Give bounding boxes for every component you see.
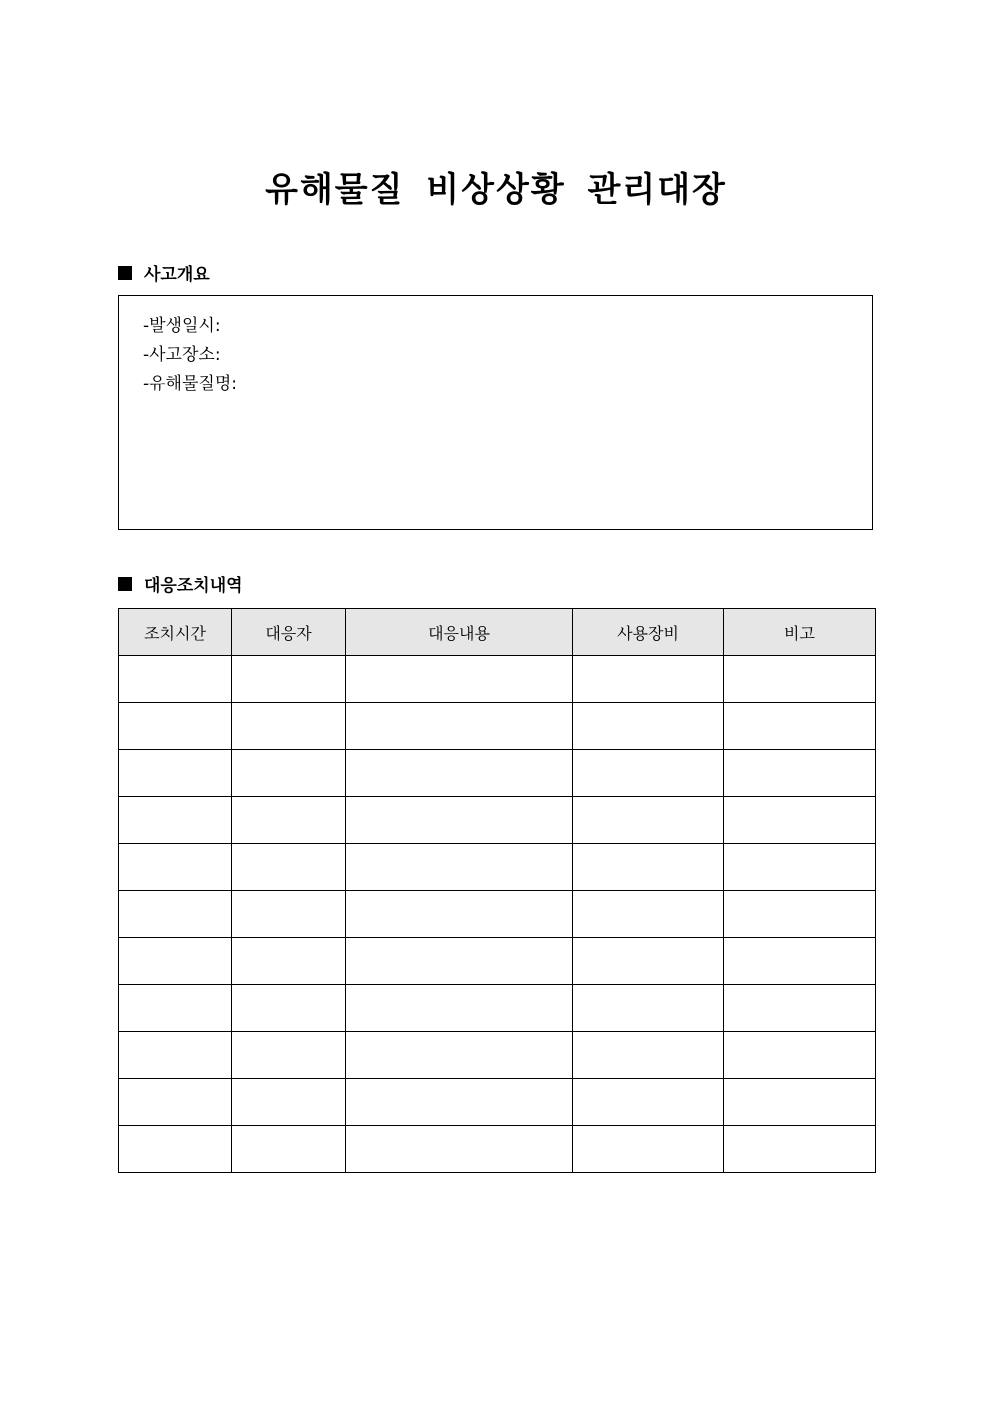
cell-responder[interactable] bbox=[232, 656, 346, 703]
cell-response-details[interactable] bbox=[346, 703, 573, 750]
cell-responder[interactable] bbox=[232, 891, 346, 938]
cell-action-time[interactable] bbox=[119, 656, 232, 703]
cell-response-details[interactable] bbox=[346, 1032, 573, 1079]
cell-equipment-used[interactable] bbox=[573, 797, 724, 844]
cell-action-time[interactable] bbox=[119, 703, 232, 750]
overview-heading-label: 사고개요 bbox=[144, 265, 210, 285]
cell-remarks[interactable] bbox=[724, 1079, 876, 1126]
cell-action-time[interactable] bbox=[119, 844, 232, 891]
cell-responder[interactable] bbox=[232, 844, 346, 891]
column-header-action-time: 조치시간 bbox=[119, 609, 232, 656]
cell-remarks[interactable] bbox=[724, 1032, 876, 1079]
cell-remarks[interactable] bbox=[724, 938, 876, 985]
cell-action-time[interactable] bbox=[119, 1032, 232, 1079]
response-table bbox=[118, 608, 876, 1173]
cell-remarks[interactable] bbox=[724, 985, 876, 1032]
cell-equipment-used[interactable] bbox=[573, 844, 724, 891]
table-header-row bbox=[119, 609, 876, 656]
cell-response-details[interactable] bbox=[346, 1079, 573, 1126]
cell-response-details[interactable] bbox=[346, 985, 573, 1032]
table-row bbox=[119, 750, 876, 797]
response-section-heading bbox=[118, 571, 243, 596]
cell-equipment-used[interactable] bbox=[573, 938, 724, 985]
response-heading-label: 대응조치내역 bbox=[144, 576, 243, 596]
cell-remarks[interactable] bbox=[724, 797, 876, 844]
table-row bbox=[119, 656, 876, 703]
cell-action-time[interactable] bbox=[119, 891, 232, 938]
table-row bbox=[119, 1079, 876, 1126]
table-row bbox=[119, 985, 876, 1032]
cell-remarks[interactable] bbox=[724, 1126, 876, 1173]
cell-responder[interactable] bbox=[232, 703, 346, 750]
cell-remarks[interactable] bbox=[724, 891, 876, 938]
cell-response-details[interactable] bbox=[346, 797, 573, 844]
cell-equipment-used[interactable] bbox=[573, 891, 724, 938]
table-row bbox=[119, 1032, 876, 1079]
cell-action-time[interactable] bbox=[119, 985, 232, 1032]
column-header-remarks: 비고 bbox=[724, 609, 876, 656]
cell-response-details[interactable] bbox=[346, 938, 573, 985]
cell-responder[interactable] bbox=[232, 750, 346, 797]
column-header-response-details: 대응내용 bbox=[346, 609, 573, 656]
cell-response-details[interactable] bbox=[346, 750, 573, 797]
cell-responder[interactable] bbox=[232, 1126, 346, 1173]
page-title: 유해물질 비상상황 관리대장 bbox=[265, 170, 727, 210]
column-header-equipment-used: 사용장비 bbox=[573, 609, 724, 656]
cell-remarks[interactable] bbox=[724, 844, 876, 891]
table-row bbox=[119, 938, 876, 985]
cell-responder[interactable] bbox=[232, 938, 346, 985]
cell-responder[interactable] bbox=[232, 1079, 346, 1126]
cell-responder[interactable] bbox=[232, 1032, 346, 1079]
cell-action-time[interactable] bbox=[119, 750, 232, 797]
overview-section-heading bbox=[118, 260, 210, 285]
cell-remarks[interactable] bbox=[724, 703, 876, 750]
cell-action-time[interactable] bbox=[119, 1126, 232, 1173]
cell-responder[interactable] bbox=[232, 985, 346, 1032]
accident-location-line: -사고장소: bbox=[143, 345, 221, 365]
cell-equipment-used[interactable] bbox=[573, 1032, 724, 1079]
cell-remarks[interactable] bbox=[724, 750, 876, 797]
table-row bbox=[119, 797, 876, 844]
cell-equipment-used[interactable] bbox=[573, 703, 724, 750]
cell-action-time[interactable] bbox=[119, 797, 232, 844]
column-header-responder: 대응자 bbox=[232, 609, 346, 656]
response-table-body bbox=[119, 656, 876, 1173]
cell-response-details[interactable] bbox=[346, 844, 573, 891]
cell-equipment-used[interactable] bbox=[573, 750, 724, 797]
cell-action-time[interactable] bbox=[119, 938, 232, 985]
cell-response-details[interactable] bbox=[346, 656, 573, 703]
table-row bbox=[119, 1126, 876, 1173]
cell-responder[interactable] bbox=[232, 797, 346, 844]
cell-response-details[interactable] bbox=[346, 1126, 573, 1173]
cell-response-details[interactable] bbox=[346, 891, 573, 938]
square-bullet-icon bbox=[118, 266, 132, 280]
cell-equipment-used[interactable] bbox=[573, 1126, 724, 1173]
table-row bbox=[119, 703, 876, 750]
table-row bbox=[119, 891, 876, 938]
cell-equipment-used[interactable] bbox=[573, 985, 724, 1032]
table-row bbox=[119, 844, 876, 891]
occurrence-datetime-line: -발생일시: bbox=[143, 316, 221, 336]
cell-equipment-used[interactable] bbox=[573, 656, 724, 703]
cell-equipment-used[interactable] bbox=[573, 1079, 724, 1126]
cell-action-time[interactable] bbox=[119, 1079, 232, 1126]
hazardous-substance-line: -유해물질명: bbox=[143, 374, 237, 394]
square-bullet-icon bbox=[118, 577, 132, 591]
cell-remarks[interactable] bbox=[724, 656, 876, 703]
overview-box bbox=[118, 295, 873, 530]
